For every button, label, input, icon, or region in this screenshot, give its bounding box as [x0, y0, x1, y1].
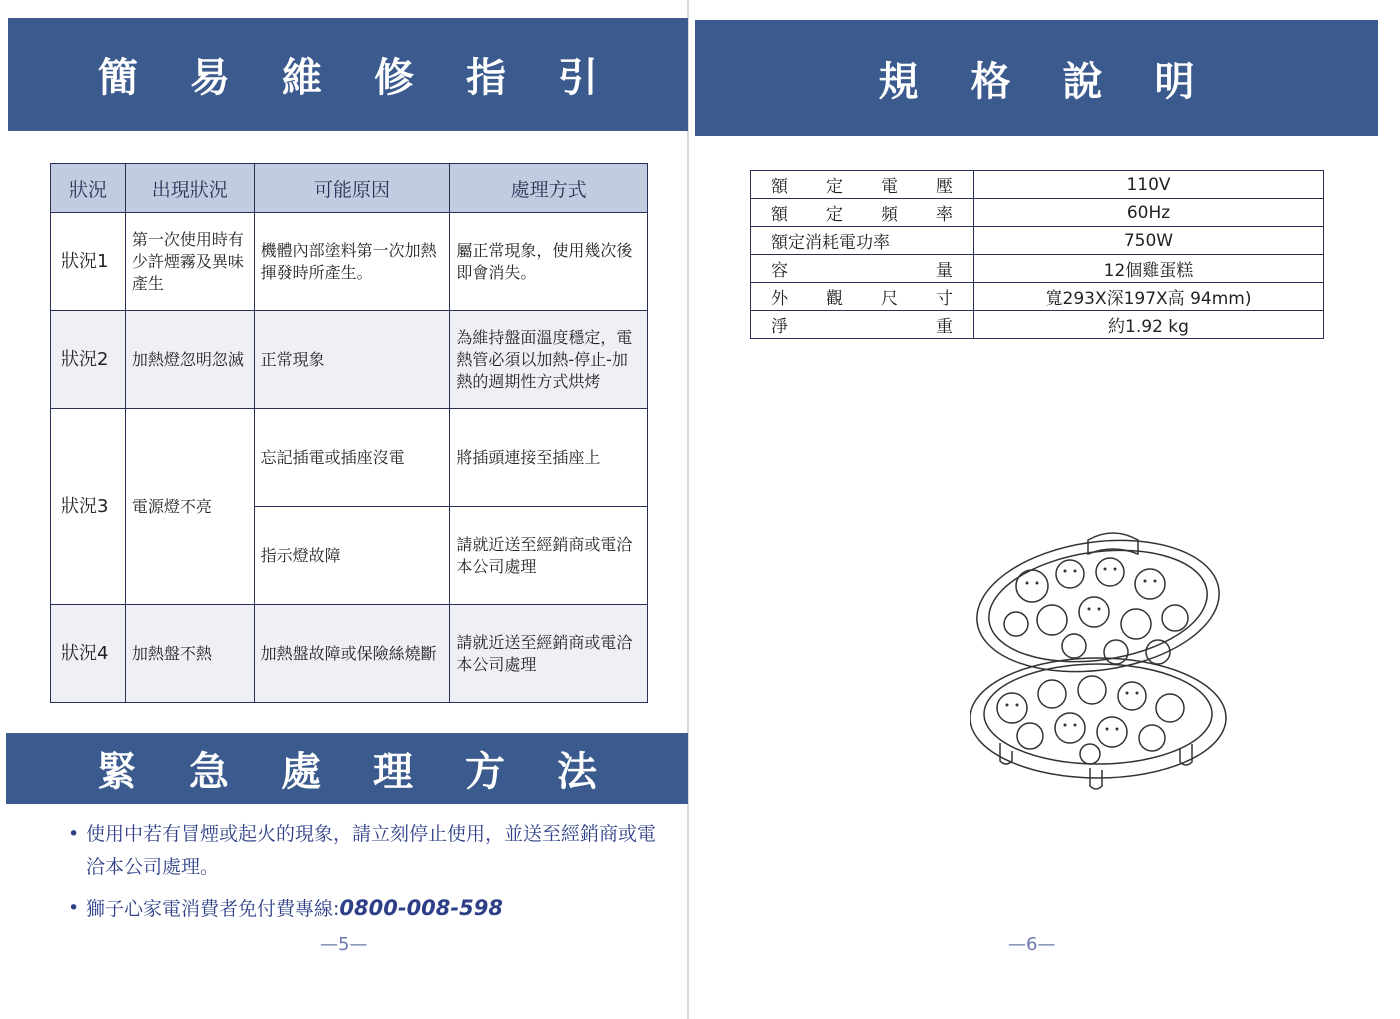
- remedy-cell: 將插頭連接至插座上: [450, 409, 648, 507]
- label-char: 尺: [881, 289, 898, 309]
- symptom-cell: 加熱盤不熱: [125, 605, 254, 703]
- label-char: 淨: [771, 317, 788, 337]
- spec-value: 12個雞蛋糕: [974, 255, 1324, 283]
- page-number: —5—: [320, 934, 368, 955]
- spec-label: 額定消耗電功率: [751, 227, 974, 255]
- title-char: 引: [558, 55, 624, 101]
- label-char: 容: [771, 261, 788, 281]
- cause-cell: 機體內部塗料第一次加熱揮發時所產生。: [254, 213, 450, 311]
- left-page: [0, 0, 688, 1019]
- specifications-title-banner: [695, 20, 1378, 136]
- spec-label: [751, 255, 974, 283]
- label-char: 重: [936, 317, 953, 337]
- header-symptom: 出現狀況: [125, 164, 254, 213]
- hotline-number: 0800-008-598: [339, 896, 503, 920]
- label-char: 頻: [881, 205, 898, 225]
- troubleshooting-table: [50, 163, 648, 703]
- label-char: 定: [826, 205, 843, 225]
- egg-cake-maker-illustration: [970, 528, 1230, 793]
- label-char: 額: [771, 177, 788, 197]
- table-row: [51, 213, 648, 311]
- table-row: [51, 409, 648, 507]
- label-char: 寸: [936, 289, 953, 309]
- table-row: [751, 283, 1324, 311]
- emergency-title-banner: [6, 733, 688, 804]
- title-char: 說: [1062, 58, 1129, 105]
- bullet-item: [68, 818, 668, 884]
- title-char: 明: [1154, 58, 1221, 105]
- table-row: [51, 311, 648, 409]
- remedy-cell: 為維持盤面溫度穩定，電熱管必須以加熱-停止-加熱的週期性方式烘烤: [450, 311, 648, 409]
- page-number: —6—: [1008, 934, 1056, 955]
- cause-cell: 指示燈故障: [254, 507, 450, 605]
- header-cause: 可能原因: [254, 164, 450, 213]
- label-char: 觀: [826, 289, 843, 309]
- specifications-table: [750, 170, 1324, 339]
- bullet-text: 使用中若有冒煙或起火的現象，請立刻停止使用，並送至經銷商或電洽本公司處理。: [86, 823, 657, 878]
- situation-cell: 狀況3: [51, 409, 126, 605]
- title-char: 易: [190, 55, 256, 101]
- spec-value: 約1.92 kg: [974, 311, 1324, 339]
- spec-label: [751, 283, 974, 311]
- symptom-cell: 電源燈不亮: [125, 409, 254, 605]
- title-char: 處: [281, 749, 347, 795]
- bullet-item: [68, 892, 668, 926]
- title-char: 緊: [97, 749, 163, 795]
- label-char: 電: [881, 177, 898, 197]
- spec-label: [751, 311, 974, 339]
- title-char: 方: [465, 749, 531, 795]
- table-row: [751, 255, 1324, 283]
- remedy-cell: 屬正常現象，使用幾次後即會消失。: [450, 213, 648, 311]
- label-char: 定: [826, 177, 843, 197]
- header-remedy: 處理方式: [450, 164, 648, 213]
- remedy-cell: 請就近送至經銷商或電洽本公司處理: [450, 507, 648, 605]
- remedy-cell: 請就近送至經銷商或電洽本公司處理: [450, 605, 648, 703]
- spec-label: [751, 199, 974, 227]
- title-char: 格: [970, 58, 1037, 105]
- title-char: 急: [189, 749, 255, 795]
- table-header-row: [51, 164, 648, 213]
- spec-value: 60Hz: [974, 199, 1324, 227]
- table-row: [751, 227, 1324, 255]
- table-row: [751, 171, 1324, 199]
- table-row: [51, 605, 648, 703]
- symptom-cell: 加熱燈忽明忽滅: [125, 311, 254, 409]
- emergency-instructions: [68, 818, 668, 934]
- spec-value: 寬293X深197X高 94mm): [974, 283, 1324, 311]
- spec-value: 750W: [974, 227, 1324, 255]
- label-char: 壓: [936, 177, 953, 197]
- title-char: 修: [374, 55, 440, 101]
- title-char: 規: [878, 58, 945, 105]
- spec-label: [751, 171, 974, 199]
- title-char: 指: [466, 55, 532, 101]
- title-char: 簡: [98, 55, 164, 101]
- label-char: 量: [936, 261, 953, 281]
- situation-cell: 狀況1: [51, 213, 126, 311]
- spec-value: 110V: [974, 171, 1324, 199]
- header-situation: 狀況: [51, 164, 126, 213]
- table-row: [751, 311, 1324, 339]
- cause-cell: 加熱盤故障或保險絲燒斷: [254, 605, 450, 703]
- title-char: 法: [557, 749, 623, 795]
- bullet-text: 獅子心家電消費者免付費專線:: [86, 898, 340, 920]
- situation-cell: 狀況4: [51, 605, 126, 703]
- title-char: 理: [373, 749, 439, 795]
- label-char: 額: [771, 205, 788, 225]
- situation-cell: 狀況2: [51, 311, 126, 409]
- label-char: 率: [936, 205, 953, 225]
- symptom-cell: 第一次使用時有少許煙霧及異味產生: [125, 213, 254, 311]
- cause-cell: 正常現象: [254, 311, 450, 409]
- cause-cell: 忘記插電或插座沒電: [254, 409, 450, 507]
- right-page: [690, 0, 1400, 1019]
- title-char: 維: [282, 55, 348, 101]
- table-row: [751, 199, 1324, 227]
- maintenance-title-banner: [8, 18, 688, 131]
- label-char: 外: [771, 289, 788, 309]
